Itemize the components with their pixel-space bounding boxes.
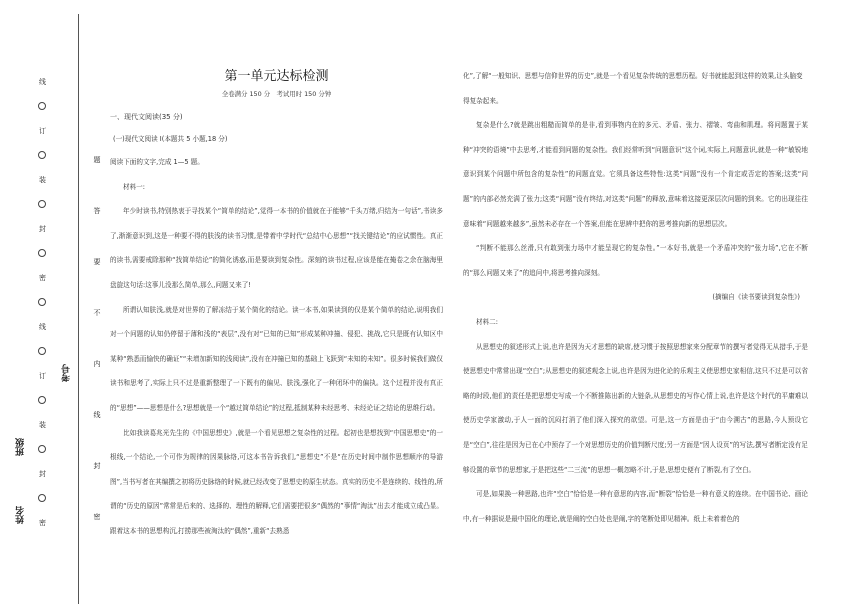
seal-circle [38,494,46,502]
inner-char: 线 [93,411,101,419]
right-column [463,64,808,531]
section-heading: 一、现代文阅读(35 分) [110,113,183,121]
subsection-heading: (一)现代文阅读 Ⅰ(本题共 5 小题,18 分) [113,135,228,143]
inner-char: 不 [93,309,101,317]
paragraph: 所谓认知肤浅,就是对世界的了解冻结于某个简化的结论。读一本书,如果读到的仅是某个简单的结论,说明我们对一个问题的认知仍停留于薄和浅的“表层”,没有对“已知的已知”形成某种冲撞、侵犯、挑战,它只是既有认知区中某种“熟悉而愉快的确证”“未增加新知的浅阅读”,没有在冲撞已知的基础上飞跃到“未知的未知”。很多时候我们做仅读书和思考了,实际上只不过是重新整理了一下既有的偏见、肤浅,强化了一种闭环中的偏执。这个过程并没有真正的“思想”——思想是什么?思想就是一个“越过简单结论”的过程,抵制某种未经思考、未经论证之结论的思维行动。 [110,305,443,412]
seal-char: 封 [38,225,47,232]
inner-char: 密 [93,513,101,521]
seal-circle [38,151,46,159]
seal-circle [38,445,46,453]
material-label: 材料二: [476,317,499,326]
name-label: 姓名 [16,506,26,524]
inner-char: 内 [93,360,101,368]
inner-char: 答 [93,207,101,215]
material-label: 材料一: [123,182,146,191]
paragraph: “判断不能那么丝滑,只有敢到张力场中才能呈现它的复杂性。”一本好书,就是一个矛盾冲突的“张力场”,它在不断的“那么问题又来了”的追问中,将思考推向深刻。 [463,244,808,277]
paragraph: 从思想史的叙述形式上说,也许是因为天才思想的缺席,使习惯于按照思想家来分配章节的撰写者觉得无从措手,于是使思想史中常常出现“空白”;从思想史的叙述观念上说,也许是因为进化论的乐观主义使思想史家相信,这只不过是可以省略的时段,他们的责任是把思想史写成一个不断推陈出新的大链条,从思想史的写作心情上说,也许是这个时代的平庸难以使历史学家激动,于人一面的沉闷打消了他们深入探究的欲望。可是,这一方面是由于“由今溯古”的思路,今人预设它是“空白”,往往是因为已在心中预存了一个对思想历史的价值判断尺度;另一方面是“因人设页”的写法,撰写者断定没有足够设置的章节的思想家,于是把这些“二三流”的思想一概忽略不计,于是,思想史便有了断裂,有了空白。 [463,342,808,474]
source-citation: (摘编自《读书要读到复杂性》) [712,293,800,302]
seal-char: 装 [38,176,47,183]
paragraph: 可是,如果换一种思路,也许“空白”恰恰是一种有意思的内容,而“断裂”恰恰是一种有意义的连续。在中国书论、画论中,有一种据说是最中国化的理论,就是阐的空白处也是阐,字的笔断处即见精神。纸上未着着色的 [463,490,808,523]
id-label: 考号 [62,364,72,382]
inner-char: 封 [93,462,101,470]
seal-char: 密 [38,519,47,526]
instruction: 阅读下面的文字,完成 1—5 题。 [110,158,204,166]
seal-char: 封 [38,470,47,477]
seal-char: 订 [38,372,47,379]
exam-subtitle: 全卷满分 150 分 考试用时 150 分钟 [221,90,332,98]
seal-char: 线 [38,323,47,330]
paragraph: 年少时读书,特别热衷于寻找某个“简单的结论”,觉得一本书的价值就在于能够“千头万绪,归结为一句话”,书读多了,渐渐意识到,这是一种要不得的肤浅的读书习惯,是带着中学时代“总结中心思想”“找关键结论”的应试惯性。真正的读书,需要戒除那种“找简单结论”的简化诱惑,而是要读到复杂性。深刻的读书过程,应该是能在掩卷之余在脑海里盘旋这句话:这事儿没那么简单,那么,问题又来了! [110,207,443,289]
paragraph: 化”,了解“一般知识、思想与信仰世界的历史”,就是一个看见复杂传统的思想历程。好书就能起到这样的效果,让头脑变得复杂起来。 [463,72,803,105]
seal-char: 线 [38,78,47,85]
seal-circle [38,249,46,257]
left-column [110,64,443,544]
inner-seal-column [92,135,102,543]
seal-char: 订 [38,127,47,134]
binding-margin [0,0,100,608]
binding-line [78,14,79,604]
seal-char: 装 [38,421,47,428]
seal-circle [38,396,46,404]
inner-char: 题 [93,156,101,164]
paragraph: 比如我读葛兆光先生的《中国思想史》,就是一个看见思想之复杂性的过程。起初也是想找到“中国思想史”的一根线,一个结论,一个可作为规律的因果脉络,可这本书告诉我们,“思想史”不是“在历史时间中制作思想顺序的导游图”,当书写者在其编撰之初将历史脉络的时候,就已经改变了思想史的原生状态。真实的历史不是连续的、线性的,所谓的“历史的原因”常常是后来的、选择的、理性的解释,它们需要把很多“偶然的”事情“淘汰”出去才能成立成凸显。跟着这本书的思想构沉,打捞那些被淘汰的“偶然”,重新“去熟悉 [110,428,443,535]
class-label: 班级 [16,438,26,456]
seal-circle [38,298,46,306]
exam-title: 第一单元达标检测 [224,69,329,84]
paragraph: 复杂是什么?就是跳出粗糙而简单的是非,看到事物内在的多元、矛盾、张力、褶皱、弯曲和肌理。将问题置于某种“冲突的语境”中去思考,才能看到问题的复杂性。我们经常听到“问题意识”这个词,实际上,问题意识,就是一种“敏锐地意识到某个问题中所包含的复杂性”的问题直觉。它须具备这些特性:这类“问题”没有一个肯定或否定的答案;这类“问题”的内部必然充满了张力;这类“问题”没有终结,对这类“问题”的释放,意味着这接更深层次问题的到来。它的出现往往意味着“问题越来越多”,虽然未必存在一个答案,但能在思辨中把你的思考推向新的思想层次。 [463,121,808,228]
seal-circle [38,102,46,110]
seal-column [35,70,49,534]
seal-circle [38,200,46,208]
seal-circle [38,347,46,355]
inner-char: 要 [93,258,101,266]
seal-char: 密 [38,274,47,281]
